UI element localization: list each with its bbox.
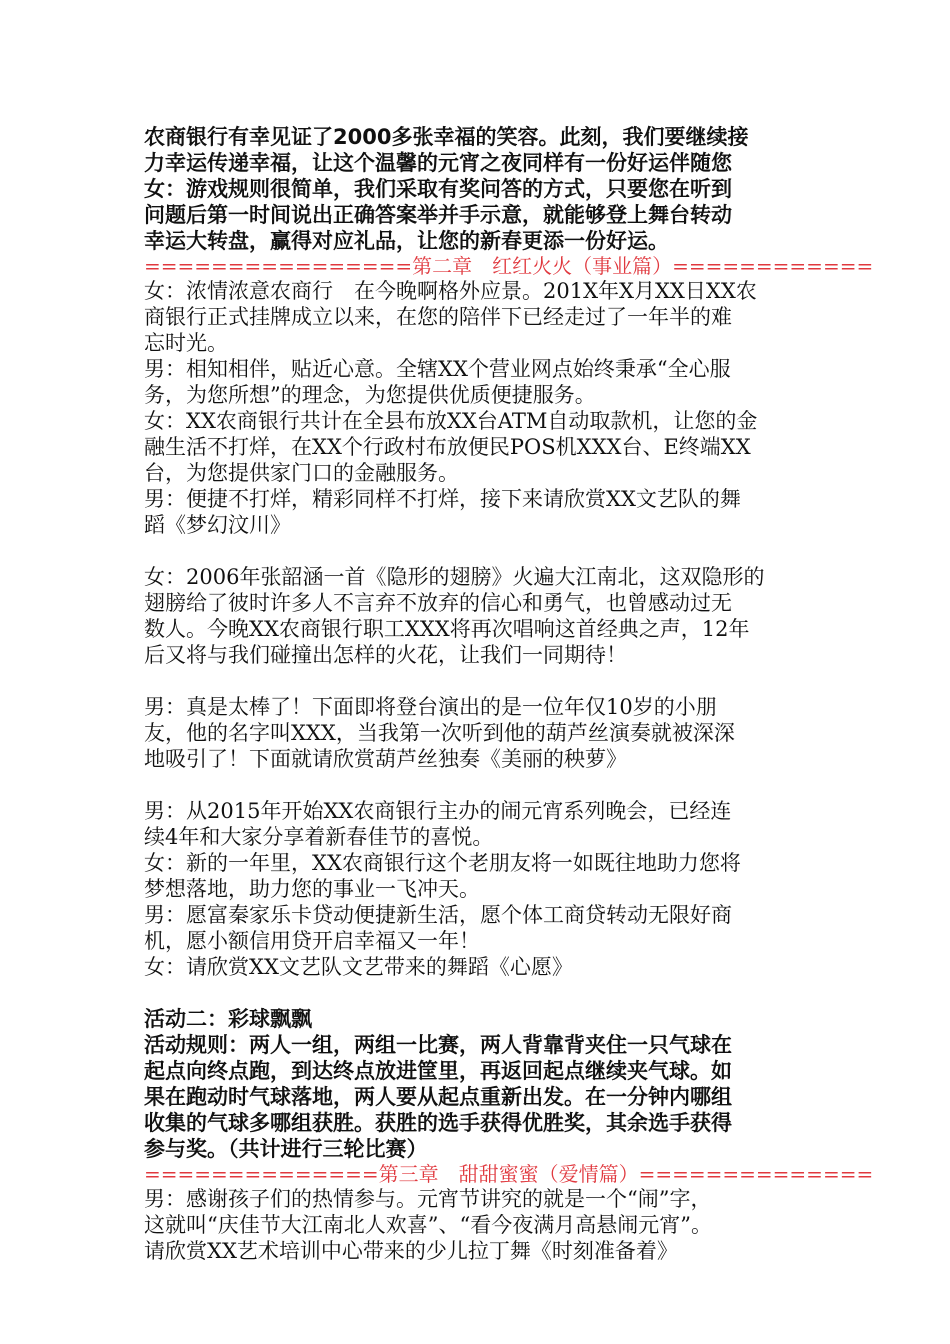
chapter-3-paragraph-1	[144, 1186, 812, 1264]
text-line: 男：相知相伴，贴近心意。全辖XX个营业网点始终秉承“全心服	[144, 357, 731, 381]
text-line: 女：浓情浓意农商行 在今晚啊格外应景。201X年X月XX日XX农	[144, 279, 757, 303]
text-line: 男：真是太棒了！下面即将登台演出的是一位年仅10岁的小朋	[144, 695, 717, 719]
paragraph-gap	[144, 538, 812, 564]
text-line: 融生活不打烊，在XX个行政村布放便民POS机XXX台、E终端XX	[144, 435, 751, 459]
intro-bold-paragraph	[144, 124, 812, 254]
text-line: 活动规则：两人一组，两组一比赛，两人背靠背夹住一只气球在	[144, 1033, 732, 1057]
text-line: 务，为您所想”的理念，为您提供优质便捷服务。	[144, 383, 596, 407]
text-line: 翅膀给了彼时许多人不言弃不放弃的信心和勇气，也曾感动过无	[144, 591, 732, 615]
paragraph-gap	[144, 668, 812, 694]
text-line: 农商银行有幸见证了2000多张幸福的笑容。此刻，我们要继续接	[144, 125, 749, 149]
text-line: 续4年和大家分享着新春佳节的喜悦。	[144, 825, 494, 849]
text-line: 女：游戏规则很简单，我们采取有奖问答的方式，只要您在听到	[144, 177, 732, 201]
text-line: 数人。今晚XX农商银行职工XXX将再次唱响这首经典之声，12年	[144, 617, 750, 641]
text-line: 起点向终点跑，到达终点放进筐里，再返回起点继续夹气球。如	[144, 1059, 732, 1083]
chapter-2-paragraph-2	[144, 564, 812, 668]
text-line: 女：XX农商银行共计在全县布放XX台ATM自动取款机，让您的金	[144, 409, 758, 433]
text-line: 商银行正式挂牌成立以来，在您的陪伴下已经走过了一年半的难	[144, 305, 732, 329]
chapter-2-paragraph-1	[144, 278, 812, 538]
activity-2-title: 活动二：彩球飘飘	[144, 1007, 312, 1031]
text-line: 蹈《梦幻汶川》	[144, 513, 291, 537]
text-line: 地吸引了！下面就请欣赏葫芦丝独奏《美丽的秧萝》	[144, 747, 627, 771]
text-line: 后又将与我们碰撞出怎样的火花，让我们一同期待！	[144, 643, 627, 667]
text-line: 男：便捷不打烊，精彩同样不打烊，接下来请欣赏XX文艺队的舞	[144, 487, 741, 511]
text-line: 女：请欣赏XX文艺队文艺带来的舞蹈《心愿》	[144, 955, 573, 979]
text-line: 友，他的名字叫XXX，当我第一次听到他的葫芦丝演奏就被深深	[144, 721, 735, 745]
text-line: 梦想落地，助力您的事业一飞冲天。	[144, 877, 480, 901]
text-line: 请欣赏XX艺术培训中心带来的少儿拉丁舞《时刻准备着》	[144, 1239, 678, 1263]
text-line: 参与奖。（共计进行三轮比赛）	[144, 1137, 428, 1161]
chapter-2-paragraph-4	[144, 798, 812, 980]
document-page	[144, 124, 874, 1264]
text-line: 女：2006年张韶涵一首《隐形的翅膀》火遍大江南北，这双隐形的	[144, 565, 765, 589]
text-line: 幸运大转盘，赢得对应礼品，让您的新春更添一份好运。	[144, 229, 669, 253]
text-line: 果在跑动时气球落地，两人要从起点重新出发。在一分钟内哪组	[144, 1085, 732, 1109]
text-line: 忘时光。	[144, 331, 228, 355]
chapter-2-paragraph-3	[144, 694, 812, 772]
paragraph-gap	[144, 980, 812, 1006]
chapter-3-heading: ==============第三章 甜甜蜜蜜（爱情篇）==============	[144, 1162, 874, 1186]
text-line: 力幸运传递幸福，让这个温馨的元宵之夜同样有一份好运伴随您	[144, 151, 732, 175]
paragraph-gap	[144, 772, 812, 798]
text-line: 台，为您提供家门口的金融服务。	[144, 461, 459, 485]
text-line: 男：感谢孩子们的热情参与。元宵节讲究的就是一个“闹”字，	[144, 1187, 712, 1211]
activity-2-paragraph	[144, 1006, 812, 1162]
text-line: 男：从2015年开始XX农商银行主办的闹元宵系列晚会，已经连	[144, 799, 732, 823]
text-line: 问题后第一时间说出正确答案举并手示意，就能够登上舞台转动	[144, 203, 732, 227]
text-line: 机，愿小额信用贷开启幸福又一年！	[144, 929, 480, 953]
text-line: 男：愿富秦家乐卡贷动便捷新生活，愿个体工商贷转动无限好商	[144, 903, 732, 927]
chapter-2-heading: ================第二章 红红火火（事业篇）============	[144, 254, 874, 278]
text-line: 女：新的一年里，XX农商银行这个老朋友将一如既往地助力您将	[144, 851, 741, 875]
text-line: 这就叫“庆佳节大江南北人欢喜”、“看今夜满月高悬闹元宵”。	[144, 1213, 712, 1237]
text-line: 收集的气球多哪组获胜。获胜的选手获得优胜奖，其余选手获得	[144, 1111, 732, 1135]
